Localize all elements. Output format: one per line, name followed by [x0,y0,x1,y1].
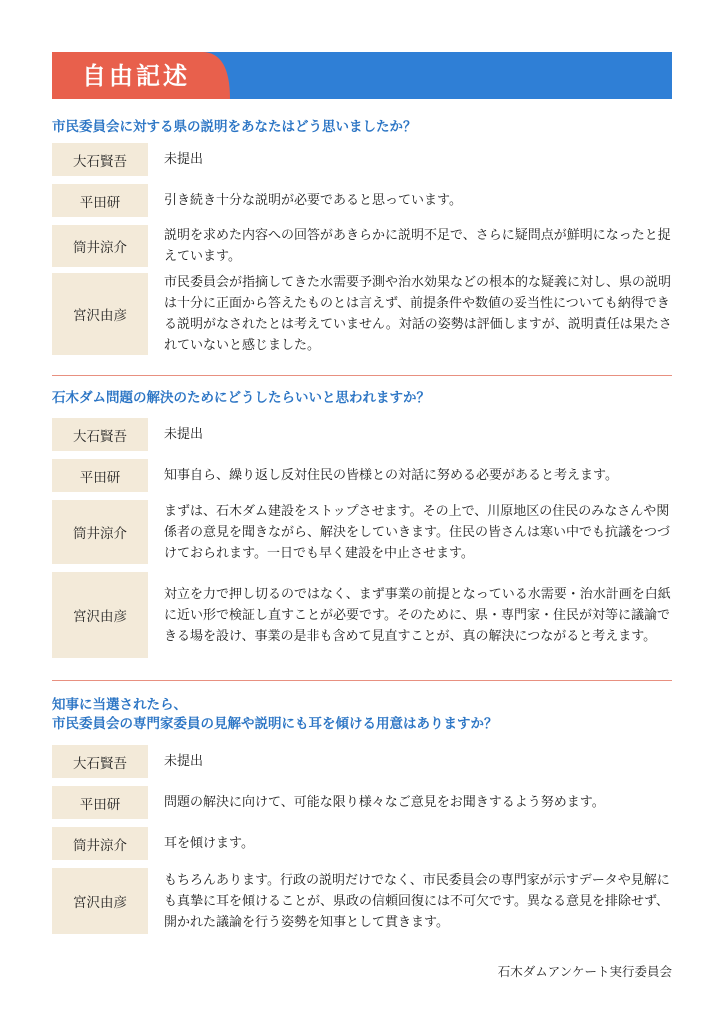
candidate-name: 大石賢吾 [52,418,148,451]
answer-row [52,273,672,355]
answer-text: 知事自ら、繰り返し反対住民の皆様との対話に努める必要があると考えます。 [164,468,618,483]
candidate-name: 大石賢吾 [52,143,148,176]
answer-row [52,745,672,778]
answer-text: 説明を求めた内容への回答があきらかに説明不足で、さらに疑問点が鮮明になったと捉えています。 [164,228,671,264]
answer-row [52,184,672,217]
answer-text: 市民委員会が指摘してきた水需要予測や治水効果などの根本的な疑義に対し、県の説明は十分に正面から答えたものとは言えず、前提条件や数値の妥当性についても納得できる説明がなされたとは考えていません。対話の姿勢は評価しますが、説明責任は果たされていないと感じました。 [164,275,672,353]
answer-text: 未提出 [164,427,204,442]
answer-row [52,225,672,267]
page-title: 自由記述 [82,62,190,90]
candidate-name: 筒井涼介 [52,225,148,267]
answer-row [52,827,672,860]
answer-text: 未提出 [164,152,204,167]
candidate-name: 平田研 [52,786,148,819]
answer-text: もちろんあります。行政の説明だけでなく、市民委員会の専門家が示すデータや見解にも真摯に耳を傾けることが、県政の信頼回復には不可欠です。異なる意見を排除せず、開かれた議論を行う姿勢を知事として貫きます。 [164,872,670,930]
candidate-name: 平田研 [52,459,148,492]
candidate-name: 筒井涼介 [52,827,148,860]
answer-text: 耳を傾けます。 [164,836,254,851]
header-banner [52,52,672,99]
answer-text: まずは、石木ダム建設をストップさせます。その上で、川原地区の住民のみなさんや関係者の意見を聞きながら、解決をしていきます。住民の皆さんは寒い中でも抗議をつづけておられます。一日でも早く建設を中止させます。 [164,503,670,561]
question-3-line-2: 市民委員会の専門家委員の見解や説明にも耳を傾ける用意はありますか？ [52,716,498,732]
answer-text: 未提出 [164,754,204,769]
answer-row [52,786,672,819]
section-divider [52,680,672,681]
answer-row [52,572,672,658]
section-1 [52,118,672,137]
answer-row [52,418,672,451]
candidate-name: 筒井涼介 [52,500,148,564]
candidate-name: 宮沢由彦 [52,572,148,658]
candidate-name: 大石賢吾 [52,745,148,778]
section-3 [52,696,672,734]
section-2 [52,389,672,408]
answer-row [52,459,672,492]
question-2: 石木ダム問題の解決のためにどうしたらいいと思われますか？ [52,390,430,406]
candidate-name: 宮沢由彦 [52,868,148,934]
candidate-name: 宮沢由彦 [52,273,148,355]
footer-organization: 石木ダムアンケート実行委員会 [497,964,672,979]
answer-row [52,500,672,564]
answer-text: 問題の解決に向けて、可能な限り様々なご意見をお聞きするよう努めます。 [164,795,605,810]
answer-row [52,868,672,934]
question-1: 市民委員会に対する県の説明をあなたはどう思いましたか？ [52,119,417,135]
candidate-name: 平田研 [52,184,148,217]
answer-text: 対立を力で押し切るのではなく、まず事業の前提となっている水需要・治水計画を白紙に近い形で検証し直すことが必要です。そのために、県・専門家・住民が対等に議論できる場を設け、事業の是非も含めて見直すことが、真の解決につながると考えます。 [164,586,671,644]
answer-row [52,143,672,176]
section-divider [52,375,672,376]
answer-text: 引き続き十分な説明が必要であると思っています。 [164,193,462,208]
question-3-line-1: 知事に当選されたら、 [52,697,187,713]
